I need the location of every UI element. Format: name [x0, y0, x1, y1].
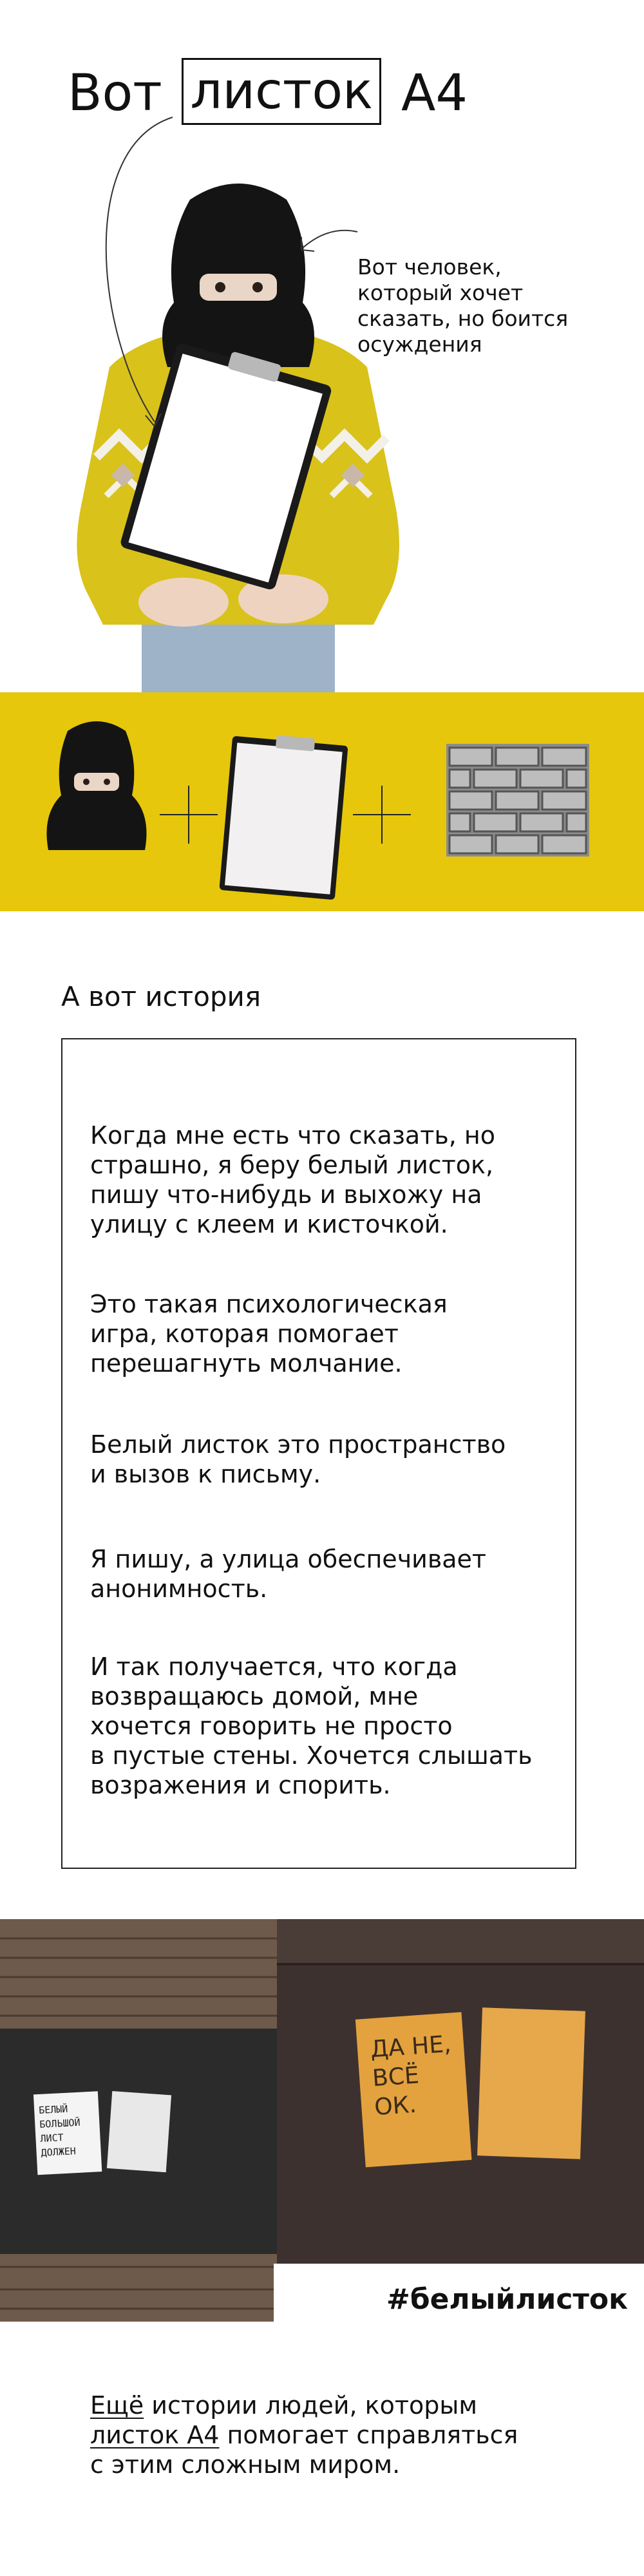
story-line: Белый листок это пространство	[90, 1430, 506, 1459]
clipboard-icon	[219, 732, 348, 900]
story-line: Это такая психологическая	[90, 1290, 448, 1318]
story-line: возвращаюсь домой, мне	[90, 1682, 419, 1710]
eye-opening	[200, 274, 277, 301]
jeans	[142, 618, 335, 696]
story-paragraph	[90, 1430, 567, 1489]
story-paragraph	[90, 1652, 567, 1800]
story-line: возражения и спорить.	[90, 1771, 391, 1799]
story-line: анонимность.	[90, 1575, 268, 1603]
footer-text: помогает справляться	[219, 2421, 518, 2449]
balaclava-head-icon	[47, 721, 147, 850]
title-word-a4: А4	[401, 64, 468, 122]
left-sign-text: БЕЛЫЙ БОЛЬШОЙ ЛИСТ ДОЛЖЕН	[38, 2103, 80, 2159]
story-line: Я пишу, а улица обеспечивает	[90, 1545, 487, 1573]
equation-band	[0, 692, 644, 911]
footer-line: с этим сложным миром.	[90, 2450, 401, 2479]
story-paragraph	[90, 1121, 567, 1239]
story-line: Когда мне есть что сказать, но	[90, 1121, 496, 1150]
story-line: перешагнуть молчание.	[90, 1349, 402, 1378]
blank-paper-sheet	[107, 2091, 171, 2172]
photo-right-door	[277, 1919, 644, 2322]
story-line: хочется говорить не просто	[90, 1712, 453, 1740]
story-paragraph	[90, 1289, 567, 1378]
right-sign-line: ВСЁ	[371, 2062, 421, 2092]
footer-line	[90, 2391, 580, 2420]
listok-a4-link[interactable]: листок А4	[90, 2421, 220, 2449]
story-line: игра, которая помогает	[90, 1320, 399, 1348]
title-word-vot: Вот	[68, 64, 162, 122]
paper-sign-handwritten	[33, 2091, 102, 2175]
story-line: в пустые стены. Хочется слышать	[90, 1741, 533, 1770]
footer-text: истории людей, которым	[144, 2391, 477, 2420]
story-line: улицу с клеем и кисточкой.	[90, 1210, 448, 1238]
footer-more-stories	[90, 2391, 580, 2479]
right-sign-line: ДА НЕ,	[369, 2031, 452, 2063]
title-word-listok-boxed: листок	[182, 58, 381, 125]
story-line: И так получается, что когда	[90, 1653, 458, 1681]
hand-left	[138, 578, 229, 627]
page-title	[68, 58, 468, 129]
footer-line	[90, 2420, 580, 2450]
person-in-balaclava-illustration	[71, 174, 406, 696]
hero-caption	[357, 254, 570, 357]
plus-icon	[353, 786, 411, 844]
story-paragraph	[90, 1544, 567, 1604]
blank-orange-sheet	[477, 2007, 585, 2159]
more-stories-link[interactable]: Ещё	[90, 2391, 144, 2420]
orange-sign-dane-vse-ok	[355, 2012, 472, 2167]
story-heading: А вот история	[61, 981, 261, 1012]
plus-icon	[160, 786, 218, 844]
story-line: страшно, я беру белый листок,	[90, 1151, 494, 1179]
story-line: пишу что-нибудь и выхожу на	[90, 1180, 482, 1209]
caption-line: Вот человек,	[357, 254, 502, 279]
caption-line: осуждения	[357, 332, 482, 357]
hashtag-label: #белыйлисток	[386, 2283, 629, 2316]
caption-line: сказать, но боится	[357, 306, 569, 331]
right-sign-line: ОК.	[374, 2091, 418, 2121]
brick-wall-image	[446, 744, 589, 857]
street-photos	[0, 1919, 644, 2322]
caption-line: который хочет	[357, 280, 524, 305]
photo-left-wall	[0, 1919, 277, 2322]
story-line: и вызов к письму.	[90, 1460, 321, 1488]
